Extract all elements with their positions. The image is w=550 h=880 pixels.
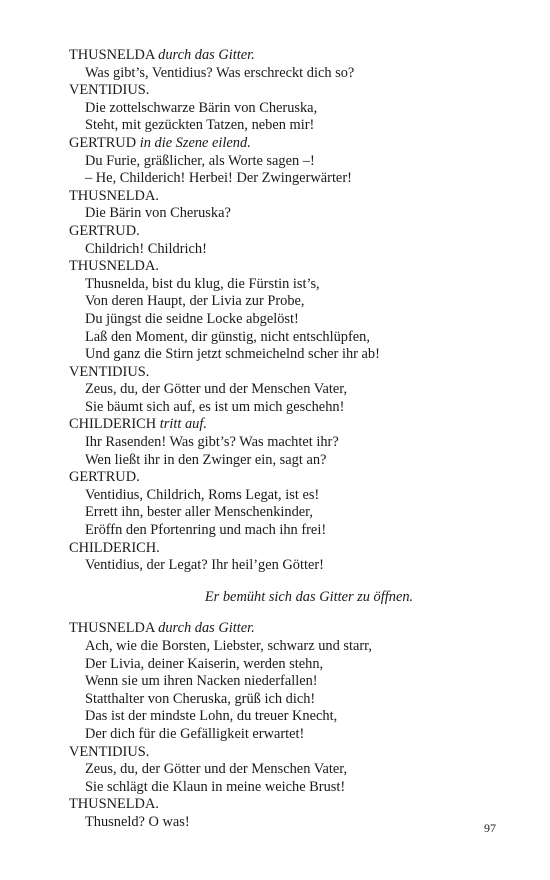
speaker-name: THUSNELDA (69, 47, 155, 63)
verse-line: Ventidius, der Legat? Ihr heil’gen Götter! (85, 557, 324, 574)
verse-line: – He, Childerich! Herbei! Der Zwingerwärter! (85, 170, 352, 187)
verse-line: Sie bäumt sich auf, es ist um mich geschehn! (85, 398, 345, 415)
speaker-line (69, 744, 489, 762)
verse-line: Wenn sie um ihren Nacken niederfallen! (85, 673, 318, 690)
verse-line: Du jüngst die seidne Locke abgelöst! (85, 310, 299, 327)
verse-line: Eröffn den Pfortenring und mach ihn frei! (85, 522, 327, 539)
verse-line: Errett ihn, bester aller Menschenkinder, (85, 504, 313, 521)
speaker-line (69, 82, 489, 100)
speaker-line (69, 135, 489, 153)
speaker-stage-direction: durch das Gitter. (158, 620, 255, 637)
verse-line: Du Furie, gräßlicher, als Worte sagen –! (85, 152, 315, 169)
verse-line: Der dich für die Gefälligkeit erwartet! (85, 725, 305, 742)
speaker-line (69, 416, 489, 434)
verse-line: Die zottelschwarze Bärin von Cheruska, (85, 99, 318, 116)
speaker-stage-direction: in die Szene eilend. (139, 134, 251, 151)
speaker-line (69, 540, 489, 558)
speaker-name: THUSNELDA (69, 620, 155, 637)
speaker-stage-direction: tritt auf. (159, 416, 207, 433)
verse-line: Ihr Rasenden! Was gibt’s? Was machtet ihr? (85, 434, 339, 451)
speaker-name: GERTRUD. (69, 469, 140, 486)
verse-line: Ventidius, Childrich, Roms Legat, ist es! (85, 486, 320, 503)
verse-line: Und ganz die Stirn jetzt schmeichelnd scher ihr ab! (85, 346, 380, 363)
speaker-line (69, 364, 489, 382)
speaker-line (69, 796, 489, 814)
speaker-stage-direction: durch das Gitter. (158, 47, 255, 63)
page-number: 97 (484, 821, 496, 835)
verse-line: Von deren Haupt, der Livia zur Probe, (85, 293, 305, 310)
speaker-line (69, 223, 489, 241)
speaker-name: THUSNELDA. (69, 796, 159, 813)
verse-line: Thusneld? O was! (85, 813, 190, 830)
speaker-name: GERTRUD (69, 134, 137, 151)
verse-line: Zeus, du, der Götter und der Menschen Vater, (85, 381, 348, 398)
verse-line: Das ist der mindste Lohn, du treuer Knecht, (85, 708, 338, 725)
verse-line: Ach, wie die Borsten, Liebster, schwarz und starr, (85, 638, 372, 654)
speaker-name: CHILDERICH (69, 416, 157, 433)
verse-line: Steht, mit gezückten Tatzen, neben mir! (85, 117, 315, 134)
speaker-name: VENTIDIUS. (69, 363, 150, 380)
speaker-name: THUSNELDA. (69, 258, 159, 275)
verse-line: Zeus, du, der Götter und der Menschen Vater, (85, 761, 348, 778)
dialogue-part-before (69, 47, 489, 575)
speaker-line (69, 47, 489, 65)
speaker-name: VENTIDIUS. (69, 82, 150, 99)
speaker-line (69, 188, 489, 206)
stage-direction: Er bemüht sich das Gitter zu öffnen. (204, 588, 414, 605)
verse-line: Thusnelda, bist du klug, die Fürstin ist’s, (85, 275, 320, 292)
speaker-name: THUSNELDA. (69, 187, 159, 204)
verse-line: Sie schlägt die Klaun in meine weiche Brust! (85, 778, 346, 795)
dialogue-part-after (69, 620, 489, 831)
speaker-name: GERTRUD. (69, 222, 140, 239)
speaker-line (69, 469, 489, 487)
play-text (69, 47, 489, 832)
verse-line: Childrich! Childrich! (85, 240, 207, 257)
verse-line: Der Livia, deiner Kaiserin, werden stehn, (85, 655, 324, 672)
verse-line: Was gibt’s, Ventidius? Was erschreckt dich so? (85, 64, 355, 81)
speaker-line (69, 258, 489, 276)
verse-line: Statthalter von Cheruska, grüß ich dich! (85, 690, 316, 707)
speaker-line (69, 620, 489, 638)
speaker-name: VENTIDIUS. (69, 743, 150, 760)
verse-line: Wen ließt ihr in den Zwinger ein, sagt an? (85, 451, 327, 468)
verse-line: Laß den Moment, dir günstig, nicht entschlüpfen, (85, 328, 370, 345)
verse-line: Die Bärin von Cheruska? (85, 205, 231, 222)
speaker-name: CHILDERICH. (69, 539, 160, 556)
